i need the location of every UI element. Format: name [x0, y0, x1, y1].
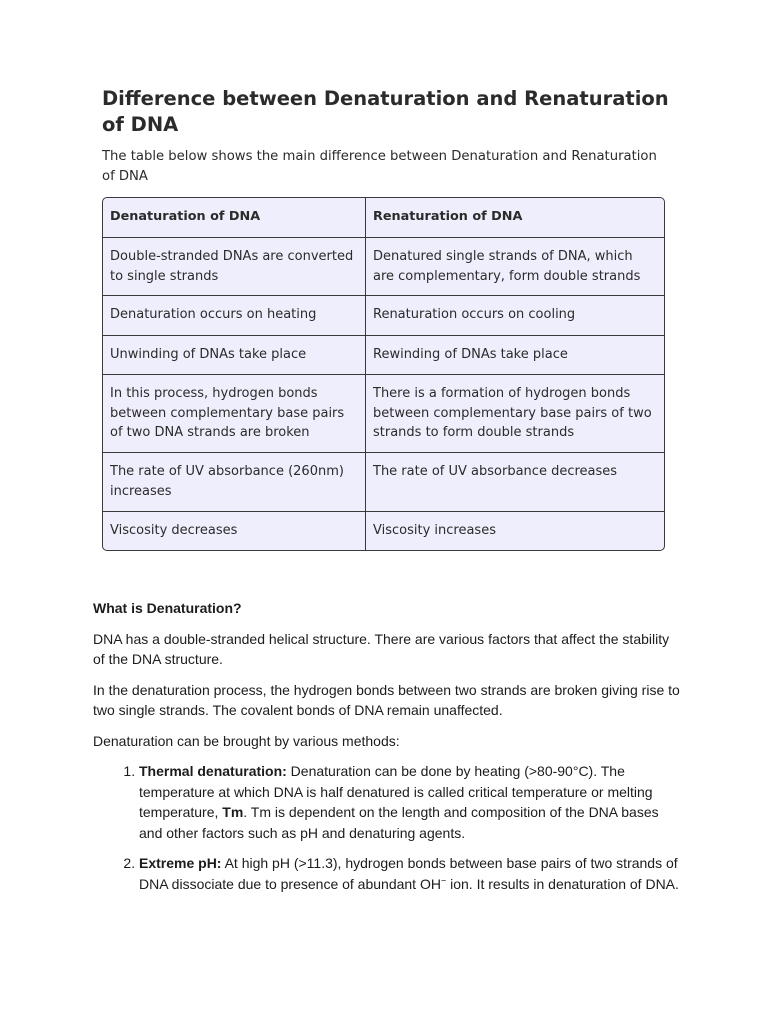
page-title: Difference between Denaturation and Renaturation of DNA — [102, 87, 669, 136]
table-row — [103, 238, 664, 296]
list-item — [139, 761, 683, 843]
table-cell: Rewinding of DNAs take place — [366, 336, 664, 375]
section-heading: What is Denaturation? — [93, 600, 242, 616]
table-cell: Unwinding of DNAs take place — [103, 336, 366, 375]
method-text: Denaturation can be done by heating (>80-90°C). The temperature at which DNA is half denatured is called critical temperature or melting temperature, — [139, 763, 653, 820]
denaturation-section — [93, 598, 683, 904]
method-text: ion. It results in denaturation of DNA. — [446, 875, 679, 892]
table-row — [103, 375, 664, 453]
comparison-table — [102, 197, 665, 551]
table-row — [103, 296, 664, 336]
table-cell: Denaturation occurs on heating — [103, 296, 366, 336]
table-row — [103, 453, 664, 512]
paragraph: Denaturation can be brought by various methods: — [93, 732, 400, 749]
table-cell: Viscosity increases — [373, 523, 496, 538]
superscript: − — [440, 874, 447, 885]
table-cell: There is a formation of hydrogen bonds between complementary base pairs of two strands to form double strands — [366, 375, 664, 453]
intro-text: The table below shows the main difference between Denaturation and Renaturation of DNA — [102, 149, 657, 184]
table-cell: The rate of UV absorbance (260nm) increases — [103, 453, 366, 512]
table-row — [103, 336, 664, 375]
header-renaturation: Renaturation of DNA — [366, 198, 664, 238]
table-header-row — [103, 198, 664, 238]
table-cell: Denatured single strands of DNA, which are complementary, form double strands — [366, 238, 664, 296]
table-cell: Renaturation occurs on cooling — [366, 296, 664, 336]
method-label: Thermal denaturation: — [139, 763, 287, 779]
list-item — [139, 853, 683, 894]
method-term: Tm — [222, 804, 244, 820]
table-cell: Double-stranded DNAs are converted to single strands — [103, 238, 366, 296]
paragraph: In the denaturation process, the hydrogen bonds between two strands are broken giving rise to two single strands. The covalent bonds of DNA remain unaffected. — [93, 681, 680, 718]
table-row — [103, 512, 664, 550]
method-label: Extreme pH: — [139, 855, 222, 871]
table-cell: Viscosity decreases — [103, 512, 366, 550]
methods-list — [93, 761, 683, 894]
table-cell: The rate of UV absorbance decreases — [366, 453, 664, 512]
method-text: At high pH (>11.3), hydrogen bonds between base pairs of two strands of DNA dissociate due to presence of abundant OH — [139, 855, 678, 892]
header-denaturation: Denaturation of DNA — [103, 198, 366, 238]
paragraph: DNA has a double-stranded helical structure. There are various factors that affect the stability of the DNA structure. — [93, 630, 670, 667]
table-cell: In this process, hydrogen bonds between complementary base pairs of two DNA strands are broken — [103, 375, 366, 453]
method-text: . Tm is dependent on the length and composition of the DNA bases and other factors such as pH and denaturing agents. — [139, 804, 659, 841]
